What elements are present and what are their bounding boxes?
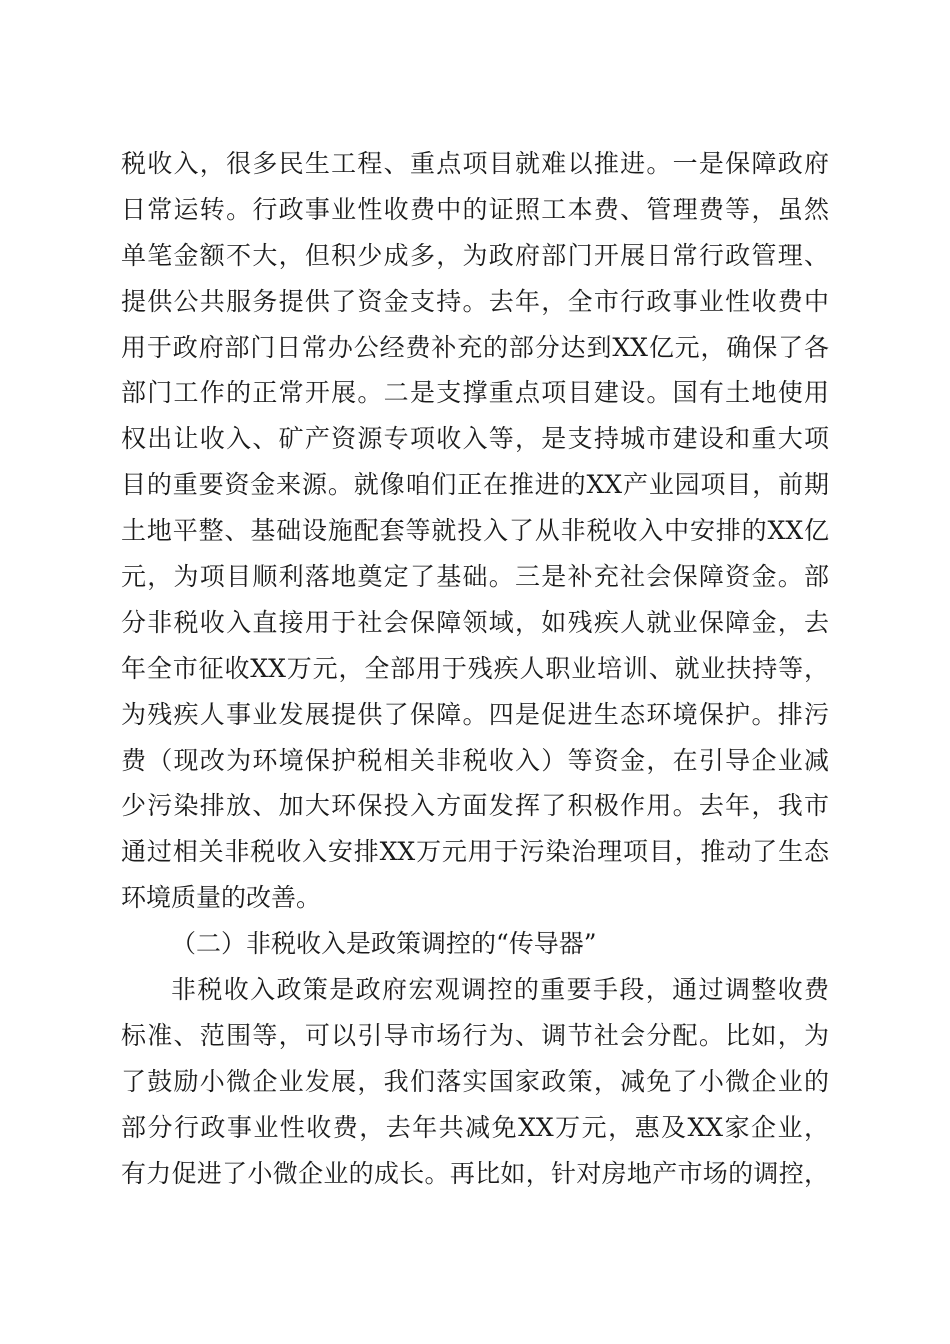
text-line: 部门工作的正常开展。二是支撑重点项目建设。国有土地使用 [121,378,829,408]
text-line: 少污染排放、加大环保投入方面发挥了积极作用。去年，我市 [121,791,829,821]
section-heading: （二）非税收入是政策调控的“传导器” [171,929,597,959]
text-line: 费（现改为环境保护税相关非税收入）等资金，在引导企业减 [121,745,829,775]
text-line: 土地平整、基础设施配套等就投入了从非税收入中安排的XX亿 [121,516,829,546]
text-line: 了鼓励小微企业发展，我们落实国家政策，减免了小微企业的 [121,1066,829,1096]
text-line: 提供公共服务提供了资金支持。去年，全市行政事业性收费中 [121,286,829,316]
text-line: 非税收入政策是政府宏观调控的重要手段，通过调整收费 [171,975,829,1005]
text-line: 用于政府部门日常办公经费补充的部分达到XX亿元，确保了各 [121,332,829,362]
text-line: 分非税收入直接用于社会保障领域，如残疾人就业保障金，去 [121,607,829,637]
text-line: 元，为项目顺利落地奠定了基础。三是补充社会保障资金。部 [121,562,829,592]
text-line: 权出让收入、矿产资源专项收入等，是支持城市建设和重大项 [121,424,829,454]
text-line: 目的重要资金来源。就像咱们正在推进的XX产业园项目，前期 [121,470,829,500]
text-line: 标准、范围等，可以引导市场行为、调节社会分配。比如，为 [121,1020,829,1050]
text-line: 部分行政事业性收费，去年共减免XX万元，惠及XX家企业， [121,1112,829,1142]
text-line: 环境质量的改善。 [121,883,322,913]
body-text [121,141,829,1196]
text-line: 通过相关非税收入安排XX万元用于污染治理项目，推动了生态 [121,837,829,867]
text-line: 单笔金额不大，但积少成多，为政府部门开展日常行政管理、 [121,240,829,270]
text-line: 年全市征收XX万元，全部用于残疾人职业培训、就业扶持等， [121,653,829,683]
text-line: 税收入，很多民生工程、重点项目就难以推进。一是保障政府 [121,149,829,178]
text-line: 有力促进了小微企业的成长。再比如，针对房地产市场的调控， [121,1158,829,1188]
text-line: 日常运转。行政事业性收费中的证照工本费、管理费等，虽然 [121,194,829,224]
text-line: 为残疾人事业发展提供了保障。四是促进生态环境保护。排污 [121,699,829,729]
